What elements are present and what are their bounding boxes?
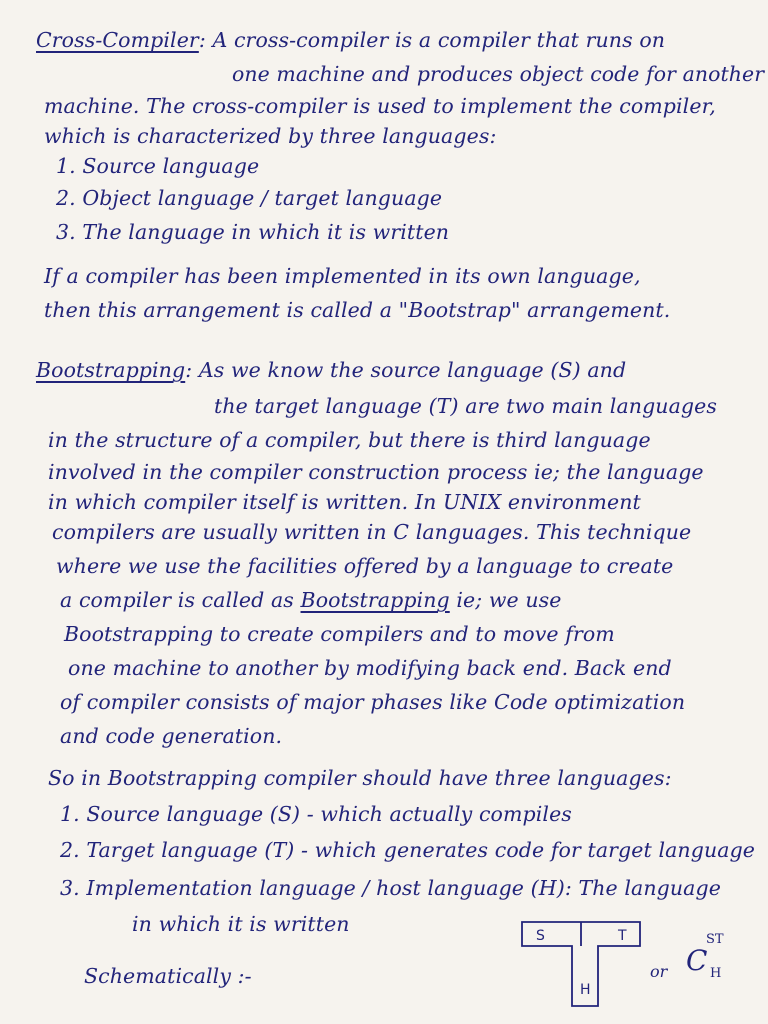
bootstrapping-line-11: of compiler consists of major phases like Code optimization bbox=[60, 690, 686, 714]
bootstrapping-term: Bootstrapping bbox=[36, 358, 186, 382]
bootstrapping-line-2: the target language (T) are two main languages bbox=[214, 394, 717, 418]
t-diagram-target-label: T bbox=[618, 928, 627, 944]
bootstrapping-line-7: where we use the facilities offered by a language to create bbox=[56, 554, 674, 578]
cross-compiler-term: Cross-Compiler bbox=[36, 28, 199, 52]
bootstrapping-line-12: and code generation. bbox=[60, 724, 283, 748]
t-diagram-source-label: S bbox=[536, 928, 545, 944]
bootstrapping-line-4: involved in the compiler construction process ie; the language bbox=[48, 460, 704, 484]
bootstrapping-line-8-start: a compiler is called as bbox=[60, 588, 294, 612]
cross-compiler-line-2: one machine and produces object code for another bbox=[232, 62, 765, 86]
cross-compiler-item-3: 3. The language in which it is written bbox=[56, 220, 450, 244]
c-notation-subscript: H bbox=[710, 966, 722, 981]
or-label: or bbox=[650, 962, 668, 981]
cross-compiler-line-3: machine. The cross-compiler is used to implement the compiler, bbox=[44, 94, 716, 118]
bootstrapping-item-3-continued: in which it is written bbox=[132, 912, 350, 936]
c-notation-superscript: ST bbox=[706, 932, 724, 947]
bootstrapping-item-2: 2. Target language (T) - which generates code for target language bbox=[60, 838, 756, 862]
bootstrapping-item-3: 3. Implementation language / host language (H): The language bbox=[60, 876, 721, 900]
bootstrapping-line-6: compilers are usually written in C languages. This technique bbox=[52, 520, 692, 544]
cross-compiler-definition-start: : A cross-compiler is a compiler that runs on bbox=[198, 28, 666, 52]
bootstrap-arrangement-line-1: If a compiler has been implemented in its own language, bbox=[44, 264, 641, 288]
bootstrapping-line-5: in which compiler itself is written. In UNIX environment bbox=[48, 490, 641, 514]
bootstrapping-line-3: in the structure of a compiler, but there is third language bbox=[48, 428, 651, 452]
bootstrapping-line-10: one machine to another by modifying back end. Back end bbox=[68, 656, 672, 680]
c-notation-main: C bbox=[686, 944, 708, 977]
bootstrapping-item-1: 1. Source language (S) - which actually compiles bbox=[60, 802, 572, 826]
bootstrapping-definition-start: : As we know the source language (S) and bbox=[185, 358, 627, 382]
bootstrapping-line-13: So in Bootstrapping compiler should have three languages: bbox=[48, 766, 672, 790]
cross-compiler-line-4: which is characterized by three languages: bbox=[44, 124, 497, 148]
bootstrapping-inline-term: Bootstrapping bbox=[300, 588, 450, 612]
bootstrapping-line-9: Bootstrapping to create compilers and to move from bbox=[64, 622, 615, 646]
t-diagram-host-label: H bbox=[580, 982, 591, 998]
cross-compiler-item-1: 1. Source language bbox=[56, 154, 260, 178]
bootstrap-arrangement-line-2: then this arrangement is called a "Bootstrap" arrangement. bbox=[44, 298, 671, 322]
bootstrapping-line-8-end: ie; we use bbox=[456, 588, 562, 612]
schematic-label: Schematically :- bbox=[84, 964, 252, 988]
cross-compiler-item-2: 2. Object language / target language bbox=[56, 186, 443, 210]
